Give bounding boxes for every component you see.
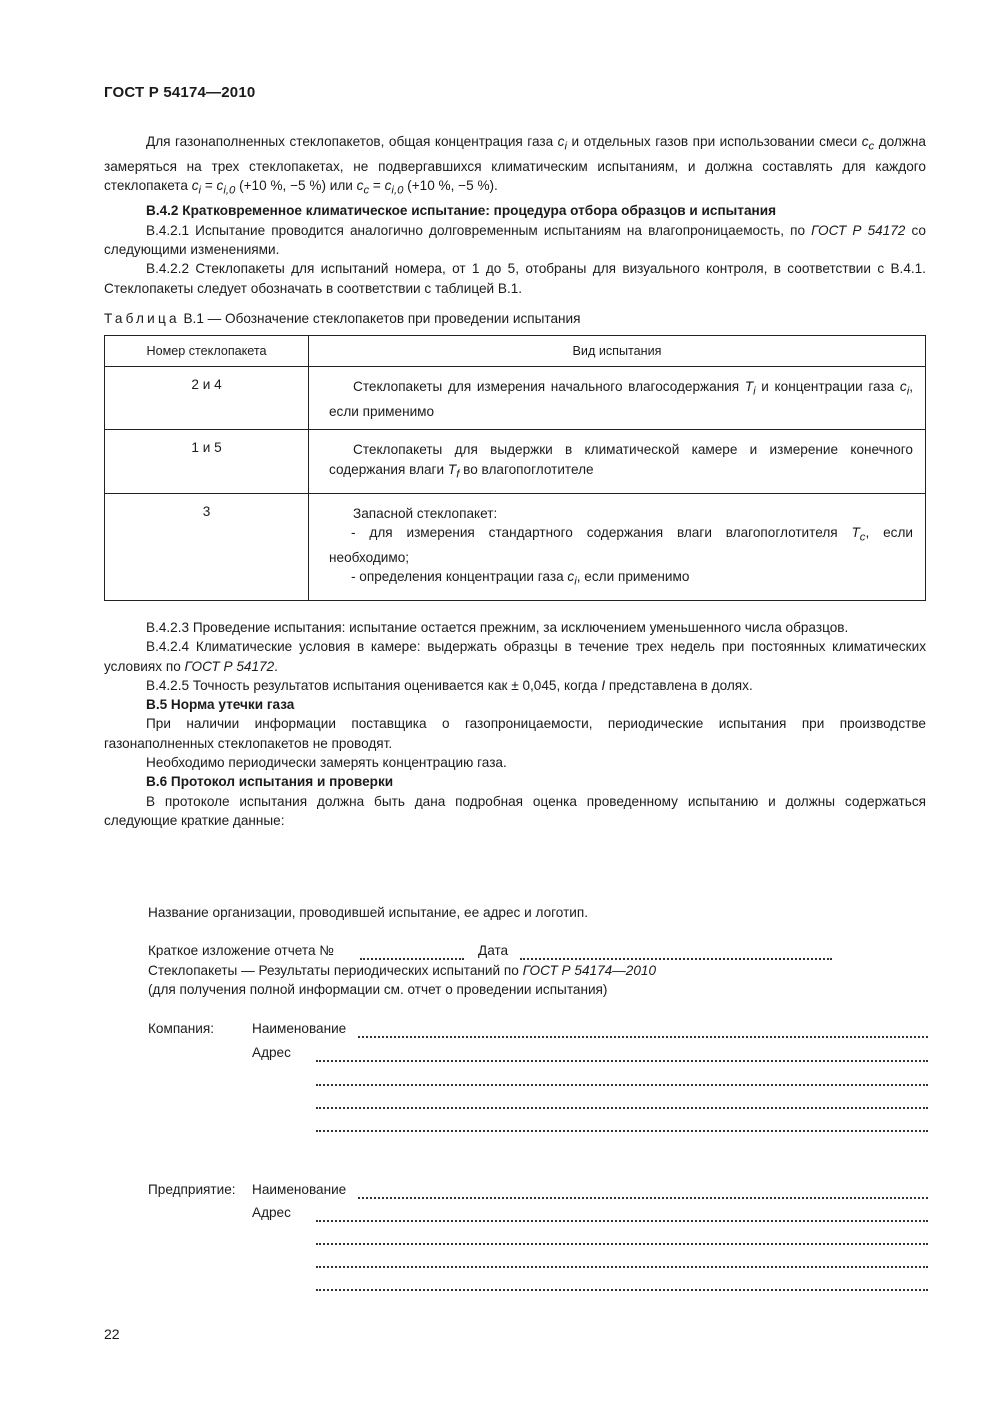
- table-header-row: [105, 336, 926, 367]
- date-label: Дата: [478, 943, 509, 958]
- company-address-label: Адрес: [252, 1045, 291, 1060]
- page-number: 22: [104, 1326, 120, 1342]
- enterprise-address-field-2[interactable]: [316, 1231, 928, 1245]
- document-header: ГОСТ Р 54174—2010: [104, 84, 256, 101]
- results-line: Стеклопакеты — Результаты периодических испытаний по ГОСТ Р 54174—2010: [148, 963, 657, 978]
- paragraph-b425: В.4.2.5 Точность результатов испытания оценивается как ± 0,045, когда I представлена в долях.: [146, 677, 753, 693]
- section-b6-heading: В.6 Протокол испытания и проверки: [146, 774, 394, 790]
- report-number-field[interactable]: [360, 946, 464, 960]
- company-address-field-1[interactable]: [316, 1048, 928, 1062]
- company-label: Компания:: [148, 1021, 214, 1036]
- table-caption-text: В.1 — Обозначение стеклопакетов при проведении испытания: [183, 311, 581, 326]
- paragraph-b421: В.4.2.1 Испытание проводится аналогично долговременным испытаниям на влагопроницаемость, по ГОСТ Р 54172 со следующими изменениями.: [104, 222, 926, 257]
- company-name-field[interactable]: [358, 1024, 928, 1038]
- enterprise-name-label: Наименование: [252, 1182, 347, 1197]
- top-text-block: [104, 132, 926, 298]
- table-header-number: Номер стеклопакета: [105, 336, 309, 367]
- table-header-test-type: Вид испытания: [309, 336, 926, 367]
- table-cell-description: Запасной стеклопакет: - для измерения стандартного содержания влаги влагопоглотителя $T_c$, если необходимо; - определения концентрации газа $c_i$, если применимо: [309, 493, 926, 601]
- date-field[interactable]: [520, 946, 832, 960]
- table-row: [105, 367, 926, 430]
- enterprise-address-label: Адрес: [252, 1205, 291, 1220]
- enterprise-label: Предприятие:: [148, 1182, 236, 1197]
- company-address-field-4[interactable]: [316, 1118, 928, 1132]
- report-label: Краткое изложение отчета №: [148, 943, 334, 958]
- table-b1: [104, 335, 926, 601]
- section-b42-heading: В.4.2 Кратковременное климатическое испытание: процедура отбора образцов и испытания: [146, 203, 777, 219]
- table-cell-description: Стеклопакеты для измерения начального влагосодержания $T_i$ и концентрации газа $c_i$, если применимо: [309, 367, 926, 430]
- table-row: [105, 430, 926, 493]
- middle-text-block: [104, 618, 926, 830]
- paragraph-b422: В.4.2.2 Стеклопакеты для испытаний номера, от 1 до 5, отобраны для визуального контроля, в соответствии с В.4.1. Стеклопакеты следует обозначать в соответствии с таблицей В.1.: [104, 261, 926, 296]
- table-cell-number: 2 и 4: [105, 367, 309, 430]
- company-address-field-3[interactable]: [316, 1095, 928, 1109]
- enterprise-name-field[interactable]: [358, 1185, 928, 1199]
- section-b5-heading: В.5 Норма утечки газа: [146, 697, 295, 713]
- paragraph-b423: В.4.2.3 Проведение испытания: испытание остается прежним, за исключением уменьшенного числа образцов.: [146, 620, 849, 635]
- table-cell-number: 1 и 5: [105, 430, 309, 493]
- company-name-label: Наименование: [252, 1021, 347, 1036]
- company-address-field-2[interactable]: [316, 1072, 928, 1086]
- paragraph-b424: В.4.2.4 Климатические условия в камере: выдержать образцы в течение трех недель при постоянных климатических условиях по ГОСТ Р 54172.: [104, 639, 926, 674]
- enterprise-address-field-1[interactable]: [316, 1208, 928, 1222]
- table-row: [105, 493, 926, 601]
- paragraph-gas-concentration: Для газонаполненных стеклопакетов, общая концентрация газа $c_i$ и отдельных газов при использовании смеси $c_c$ должна замеряться на трех стеклопакетах, не подвергавшихся климатическим испытаниям, и должна составлять для каждого стеклопакета $c_i = c_{i,0}$ (+10 %, −5 %) или $c_c = c_{i,0}$ (+10 %, −5 %).: [104, 134, 926, 198]
- org-line: Название организации, проводившей испытание, ее адрес и логотип.: [148, 905, 589, 920]
- table-cell-description: Стеклопакеты для выдержки в климатической камере и измерение конечного содержания влаги $T_f$ во влагопоглотителе: [309, 430, 926, 493]
- table-caption: [104, 311, 581, 326]
- enterprise-address-field-4[interactable]: [316, 1277, 928, 1291]
- enterprise-address-field-3[interactable]: [316, 1254, 928, 1268]
- paragraph-gas-measure: Необходимо периодически замерять концентрацию газа.: [146, 755, 507, 771]
- paragraph-b6-text: В протоколе испытания должна быть дана подробная оценка проведенному испытанию и должны содержаться следующие краткие данные:: [104, 793, 926, 828]
- table-cell-number: 3: [105, 493, 309, 601]
- paragraph-b5-text: При наличии информации поставщика о газопроницаемости, периодические испытания при производстве газонаполненных стеклопакетов не проводят.: [104, 716, 926, 751]
- table-caption-prefix: Таблица: [104, 311, 180, 326]
- info-line: (для получения полной информации см. отчет о проведении испытания): [148, 982, 608, 997]
